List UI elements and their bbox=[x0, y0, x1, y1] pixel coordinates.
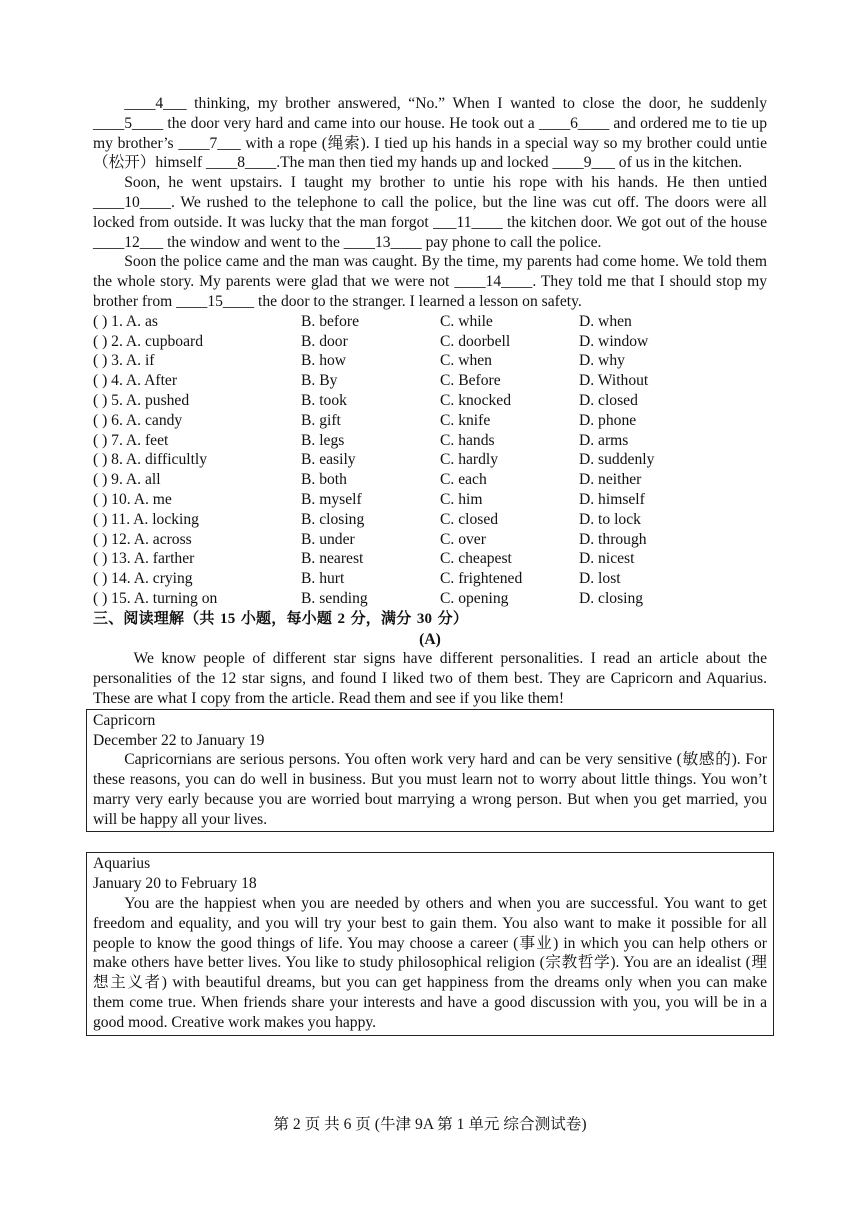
question-option-b: B. before bbox=[301, 312, 360, 330]
cloze-paragraph-2: Soon, he went upstairs. I taught my brother to untie his rope with his hands. He then untied ____10____. We rushed to the telephone to call the police, but the line was cut off. The doors were all locked from outside. It was lucky that the man forgot ___11____ the kitchen door. We got out of the house ____12___ the window and went to the ____13____ pay phone to call the police. bbox=[93, 174, 767, 251]
question-option-c: C. opening bbox=[440, 589, 509, 607]
question-row bbox=[93, 351, 767, 371]
question-option-d: D. Without bbox=[579, 372, 649, 390]
question-option-d: D. himself bbox=[579, 490, 645, 508]
question-row bbox=[93, 391, 767, 411]
question-option-d: D. suddenly bbox=[579, 451, 655, 469]
question-option-b: B. hurt bbox=[301, 570, 345, 588]
question-row bbox=[93, 549, 767, 569]
question-option-b: B. door bbox=[301, 332, 348, 350]
page-footer: 第 2 页 共 6 页 (牛津 9A 第 1 单元 综合测试卷) bbox=[273, 1116, 587, 1133]
question-option-a: ( ) 5. A. pushed bbox=[93, 391, 190, 409]
question-option-b: B. By bbox=[301, 372, 338, 390]
question-option-a: ( ) 8. A. difficultly bbox=[93, 451, 208, 469]
question-option-b: B. legs bbox=[301, 431, 345, 449]
question-row bbox=[93, 589, 767, 609]
question-row bbox=[93, 332, 767, 352]
question-row bbox=[93, 431, 767, 451]
question-option-c: C. doorbell bbox=[440, 332, 511, 350]
question-option-b: B. both bbox=[301, 471, 347, 489]
exam-page bbox=[93, 94, 767, 1036]
question-option-d: D. to lock bbox=[579, 510, 641, 528]
question-option-a: ( ) 12. A. across bbox=[93, 530, 192, 548]
question-option-a: ( ) 3. A. if bbox=[93, 352, 155, 370]
question-row bbox=[93, 569, 767, 589]
question-option-c: C. hands bbox=[440, 431, 495, 449]
question-option-a: ( ) 2. A. cupboard bbox=[93, 332, 203, 350]
question-option-c: C. while bbox=[440, 312, 493, 330]
capricorn-dates: December 22 to January 19 bbox=[93, 731, 265, 749]
question-option-b: B. gift bbox=[301, 411, 341, 429]
question-option-b: B. myself bbox=[301, 490, 362, 508]
question-option-b: B. nearest bbox=[301, 550, 364, 568]
capricorn-text: Capricornians are serious persons. You often work very hard and can be very sensitive (敏感的). For these reasons, you can do well in business. But you must learn not to worry about little things. You won’t marry very early because you are worried bout marrying a wrong person. But when you get married, you will be happy all your lives. bbox=[93, 751, 767, 828]
question-option-b: B. took bbox=[301, 391, 347, 409]
question-option-a: ( ) 13. A. farther bbox=[93, 550, 195, 568]
question-option-c: C. frightened bbox=[440, 570, 523, 588]
question-option-d: D. arms bbox=[579, 431, 629, 449]
question-row bbox=[93, 450, 767, 470]
question-option-c: C. each bbox=[440, 471, 487, 489]
question-option-d: D. why bbox=[579, 352, 625, 370]
question-option-a: ( ) 11. A. locking bbox=[93, 510, 199, 528]
question-option-a: ( ) 15. A. turning on bbox=[93, 589, 218, 607]
aquarius-name: Aquarius bbox=[93, 855, 151, 873]
question-option-b: B. closing bbox=[301, 510, 365, 528]
question-option-d: D. window bbox=[579, 332, 649, 350]
question-option-d: D. neither bbox=[579, 471, 642, 489]
question-option-b: B. under bbox=[301, 530, 355, 548]
question-option-c: C. him bbox=[440, 490, 483, 508]
passage-a-label: (A) bbox=[419, 630, 441, 648]
question-row bbox=[93, 530, 767, 550]
question-option-c: C. knife bbox=[440, 411, 491, 429]
question-row bbox=[93, 411, 767, 431]
question-option-c: C. knocked bbox=[440, 391, 512, 409]
question-option-a: ( ) 14. A. crying bbox=[93, 570, 193, 588]
section-title: 三、阅读理解（共 15 小题，每小题 2 分，满分 30 分） bbox=[93, 608, 469, 627]
question-row bbox=[93, 510, 767, 530]
question-row bbox=[93, 490, 767, 510]
cloze-options-list bbox=[93, 312, 767, 609]
aquarius-box bbox=[86, 852, 774, 1035]
question-option-d: D. when bbox=[579, 312, 632, 330]
question-row bbox=[93, 312, 767, 332]
question-option-c: C. closed bbox=[440, 510, 499, 528]
cloze-paragraph-3: Soon the police came and the man was caught. By the time, my parents had come home. We told them the whole story. My parents were glad that we were not ____14____. They told me that I should stop my brother from ____15____ the door to the stranger. I learned a lesson on safety. bbox=[93, 253, 767, 310]
question-option-a: ( ) 9. A. all bbox=[93, 471, 161, 489]
capricorn-box bbox=[86, 709, 774, 833]
question-option-c: C. Before bbox=[440, 372, 501, 390]
cloze-paragraph-1: ____4___ thinking, my brother answered, “No.” When I wanted to close the door, he suddenly ____5____ the door very hard and came into our house. He took out a ____6____ and ordered me to tie up my brother’s ____7___ with a rope (绳索). I tied up his hands in a special way so my brother could untie（松开）himself ____8____.The man then tied my hands up and locked ____9___ of us in the kitchen. bbox=[93, 95, 767, 172]
aquarius-dates: January 20 to February 18 bbox=[93, 875, 257, 893]
question-row bbox=[93, 371, 767, 391]
question-option-c: C. when bbox=[440, 352, 492, 370]
aquarius-text: You are the happiest when you are needed by others and when you are successful. You want to get freedom and equality, and you will try your best to gain them. You also want to make it possible for all people to know the good things of life. You may choose a career (事业) in which you can help others or make others have better lives. You like to study philosophical religion (宗教哲学). You are an idealist (理想主义者) with beautiful dreams, but you can get happiness from the dreams only when you can make them come true. When friends share your interests and have a good discussion with you, you will be in a good mood. Creative work makes you happy. bbox=[93, 895, 767, 1031]
question-option-c: C. cheapest bbox=[440, 550, 512, 568]
question-option-b: B. easily bbox=[301, 451, 356, 469]
passage-intro: We know people of different star signs have different personalities. I read an article about the personalities of the 12 star signs, and found I liked two of them best. They are Capricorn and Aquarius. These are what I copy from the article. Read them and see if you like them! bbox=[93, 650, 767, 707]
question-option-d: D. nicest bbox=[579, 550, 635, 568]
question-option-d: D. closed bbox=[579, 391, 638, 409]
question-option-c: C. hardly bbox=[440, 451, 499, 469]
question-option-d: D. lost bbox=[579, 570, 621, 588]
question-option-d: D. phone bbox=[579, 411, 637, 429]
question-option-b: B. how bbox=[301, 352, 347, 370]
question-option-a: ( ) 1. A. as bbox=[93, 312, 158, 330]
question-option-a: ( ) 4. A. After bbox=[93, 372, 178, 390]
capricorn-name: Capricorn bbox=[93, 711, 156, 729]
question-option-a: ( ) 10. A. me bbox=[93, 490, 172, 508]
question-option-a: ( ) 7. A. feet bbox=[93, 431, 169, 449]
question-option-c: C. over bbox=[440, 530, 486, 548]
question-option-a: ( ) 6. A. candy bbox=[93, 411, 183, 429]
question-row bbox=[93, 470, 767, 490]
question-option-b: B. sending bbox=[301, 589, 368, 607]
question-option-d: D. closing bbox=[579, 589, 644, 607]
question-option-d: D. through bbox=[579, 530, 647, 548]
